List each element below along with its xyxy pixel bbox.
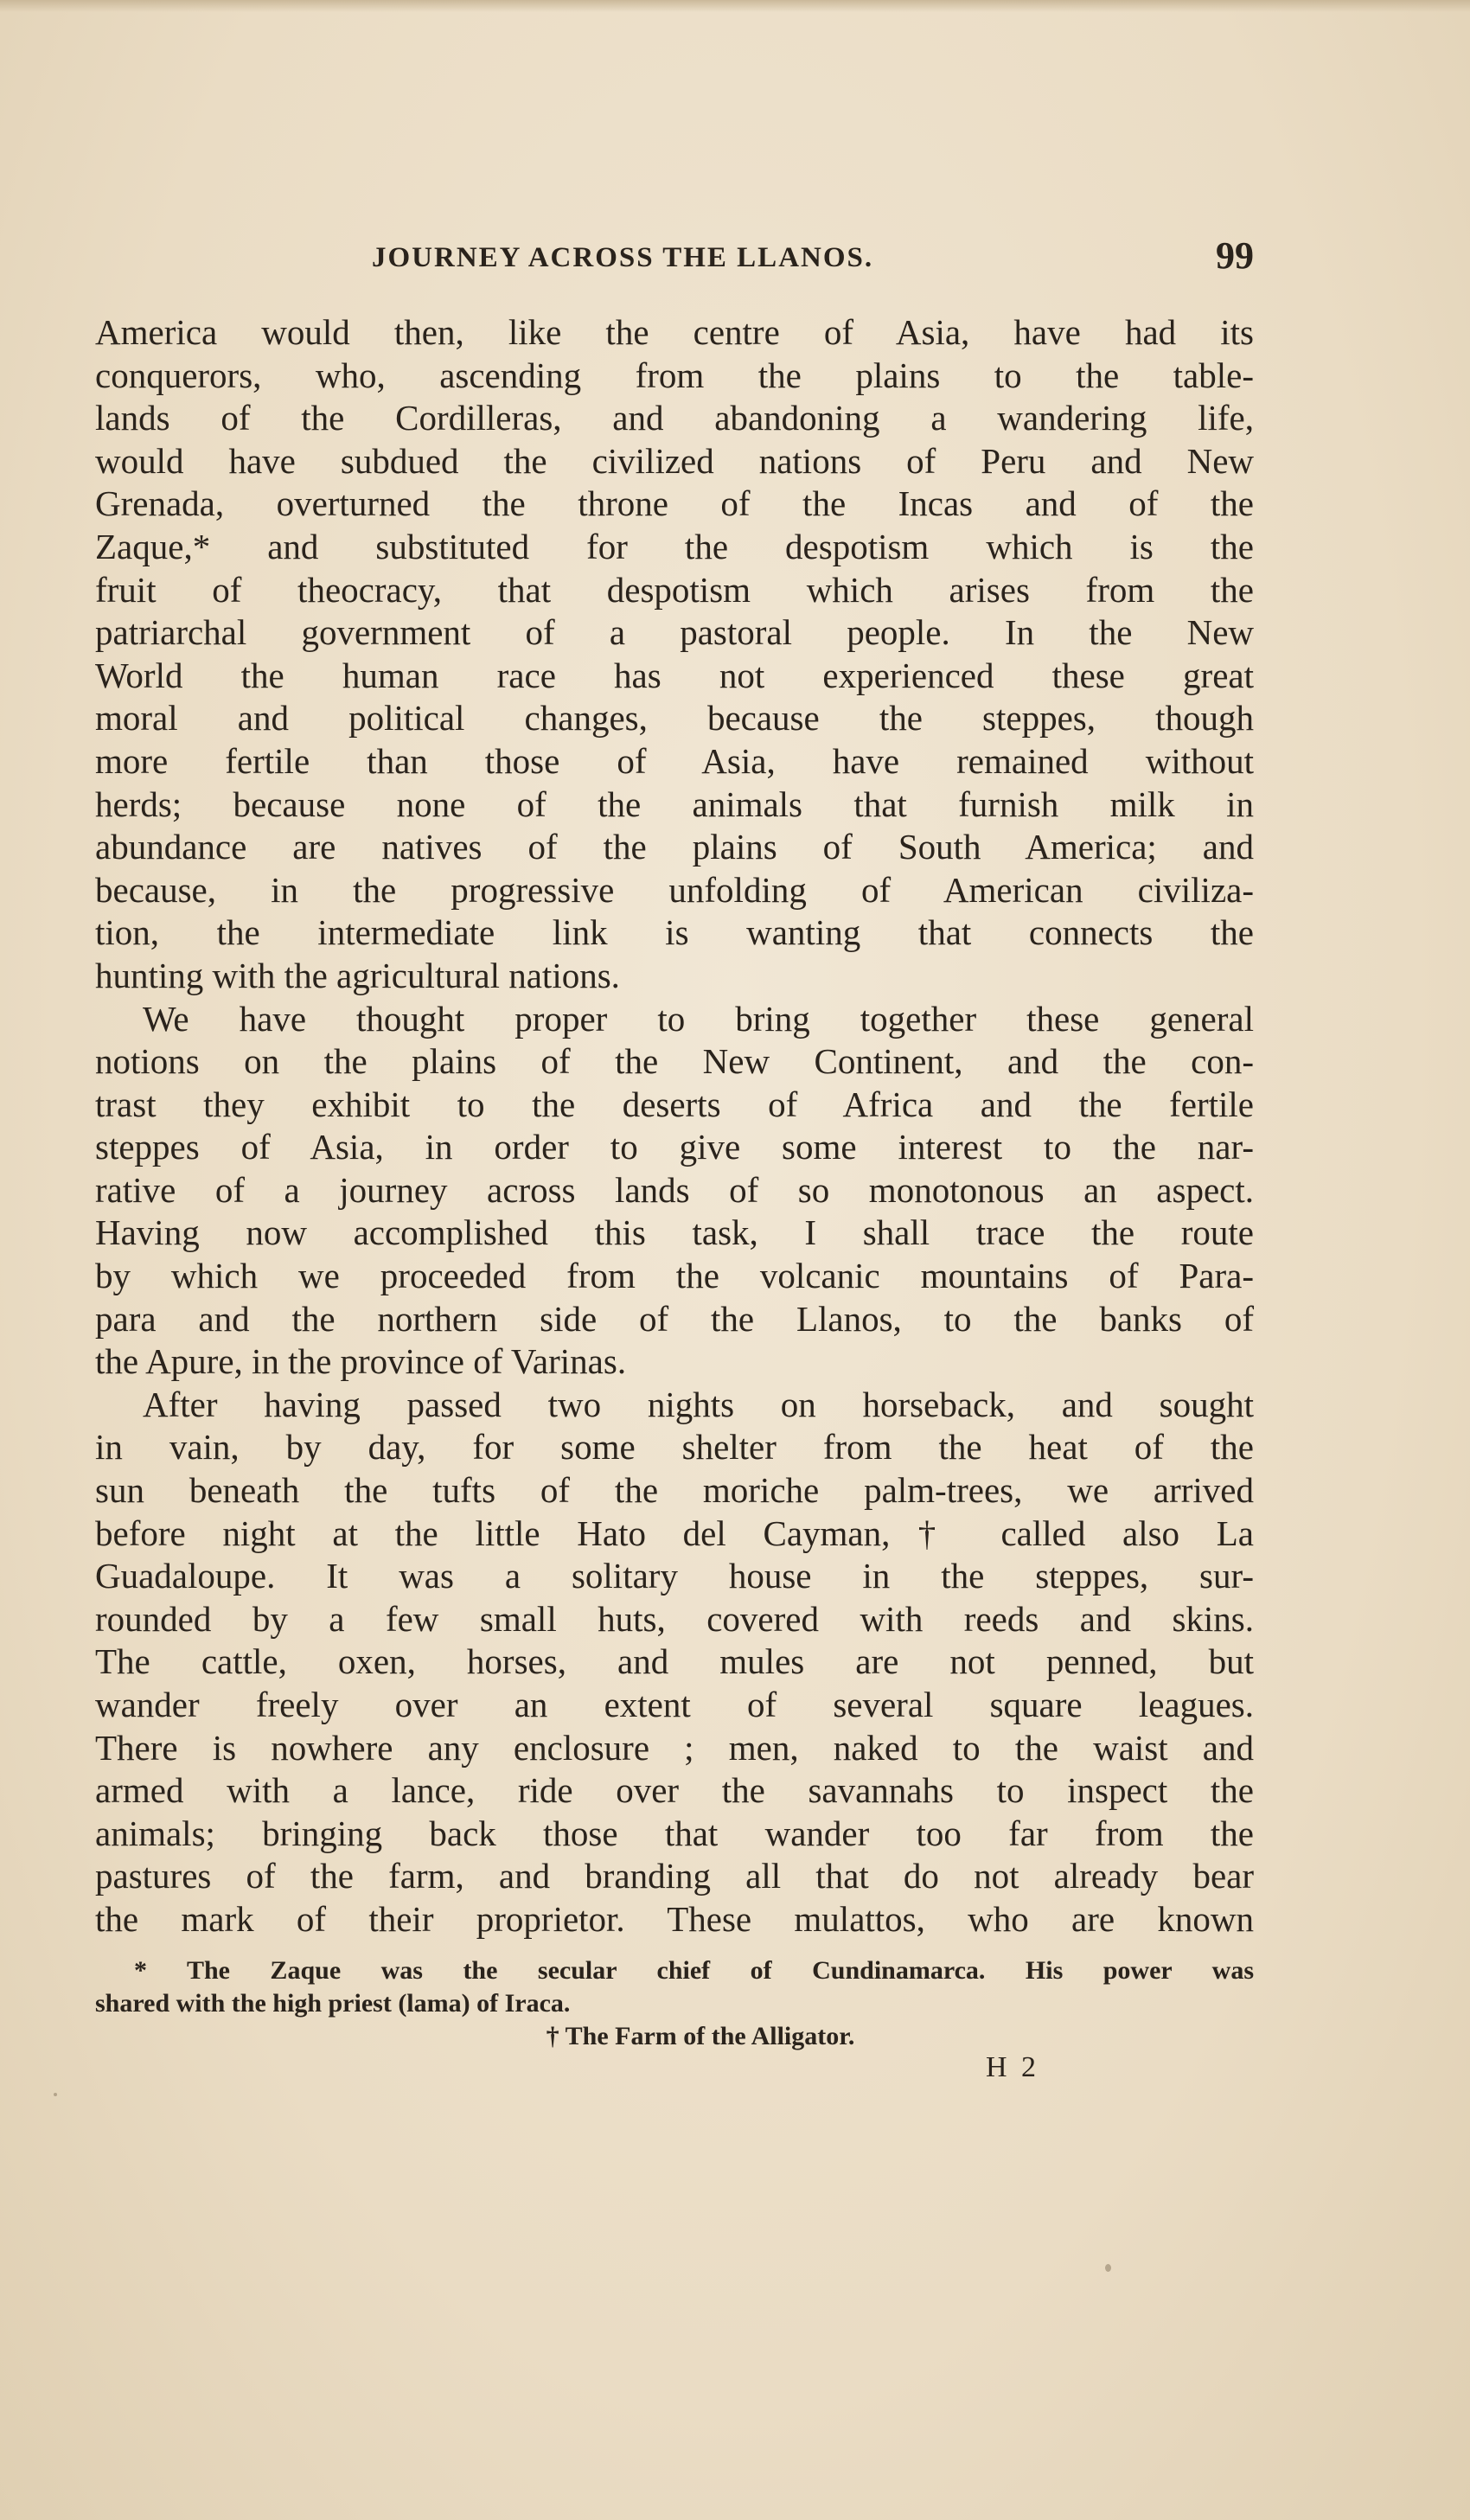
text-line: World the human race has not experienced these great [95, 655, 1254, 695]
text-line: in vain, by day, for some shelter from the heat of the [95, 1427, 1254, 1468]
text-line: before night at the little Hato del Cayman,† called also La [95, 1513, 1254, 1553]
signature-mark: H 2 [986, 2051, 1040, 2083]
text-line: trast they exhibit to the deserts of Africa and the fertile [95, 1084, 1254, 1124]
text-line: Having now accomplished this task, I shall trace the route [95, 1212, 1254, 1253]
text-line: moral and political changes, because the steppes, though [95, 698, 1254, 739]
page-top-edge [0, 0, 1470, 12]
text-line: The cattle, oxen, horses, and mules are not penned, but [95, 1641, 1254, 1682]
text-line: because, in the progressive unfolding of American civiliza- [95, 869, 1254, 910]
text-line: conquerors, who, ascending from the plains to the table- [95, 355, 1254, 395]
footnote-cayman: † The Farm of the Alligator. [546, 2022, 855, 2050]
footnote-zaque: * The Zaque was the secular chief of Cundinamarca. His power was [134, 1956, 1254, 1985]
text-line: Guadaloupe. It was a solitary house in the steppes, sur- [95, 1556, 1254, 1596]
text-line: more fertile than those of Asia, have remained without [95, 740, 1254, 781]
text-line: would have subdued the civilized nations of Peru and New [95, 440, 1254, 481]
paper-speck [1105, 2264, 1111, 2272]
text-line: There is nowhere any enclosure ; men, naked to the waist and [95, 1727, 1254, 1768]
text-line: steppes of Asia, in order to give some interest to the nar- [95, 1127, 1254, 1167]
page-header [95, 233, 1254, 294]
footnotes [95, 1954, 1254, 2053]
text-line: rounded by a few small huts, covered with reeds and skins. [95, 1598, 1254, 1639]
text-line: Grenada, overturned the throne of the Incas and of the [95, 483, 1254, 524]
text-line: sun beneath the tufts of the moriche palm-trees, we arrived [95, 1470, 1254, 1511]
text-line: abundance are natives of the plains of South America; and [95, 827, 1254, 867]
text-line: patriarchal government of a pastoral people. In the New [95, 612, 1254, 653]
text-line: Zaque,* and substituted for the despotism which is the [95, 526, 1254, 566]
body-text [95, 311, 1254, 1941]
paragraph-end-line: hunting with the agricultural nations. [95, 955, 620, 995]
running-title: JOURNEY ACROSS THE LLANOS. [372, 242, 874, 273]
text-line: by which we proceeded from the volcanic mountains of Para- [95, 1256, 1254, 1296]
text-line: rative of a journey across lands of so monotonous an aspect. [95, 1169, 1254, 1210]
paper-speck [54, 2093, 57, 2096]
text-line: lands of the Cordilleras, and abandoning a wandering life, [95, 398, 1254, 438]
text-line: pastures of the farm, and branding all that do not already bear [95, 1856, 1254, 1896]
text-line: wander freely over an extent of several square leagues. [95, 1685, 1254, 1724]
text-line: para and the northern side of the Llanos, to the banks of [95, 1298, 1254, 1339]
paragraph-end-line: the Apure, in the province of Varinas. [95, 1341, 627, 1382]
text-line: America would then, like the centre of Asia, have had its [95, 312, 1254, 352]
text-line: notions on the plains of the New Continent, and the con- [95, 1041, 1254, 1082]
text-line: armed with a lance, ride over the savannahs to inspect the [95, 1770, 1254, 1811]
text-line: herds; because none of the animals that furnish milk in [95, 784, 1254, 824]
text-line: animals; bringing back those that wander too far from the [95, 1813, 1254, 1853]
page-number: 99 [1216, 234, 1254, 277]
paragraph-start-line: We have thought proper to bring together these general [143, 998, 1254, 1039]
footnote-zaque-continued: shared with the high priest (lama) of Iraca. [95, 1989, 571, 2018]
text-line: the mark of their proprietor. These mulattos, who are known [95, 1898, 1254, 1939]
text-line: tion, the intermediate link is wanting that connects the [95, 912, 1254, 953]
paragraph-start-line: After having passed two nights on horseback, and sought [143, 1384, 1254, 1424]
text-line: fruit of theocracy, that despotism which arises from the [95, 569, 1254, 610]
